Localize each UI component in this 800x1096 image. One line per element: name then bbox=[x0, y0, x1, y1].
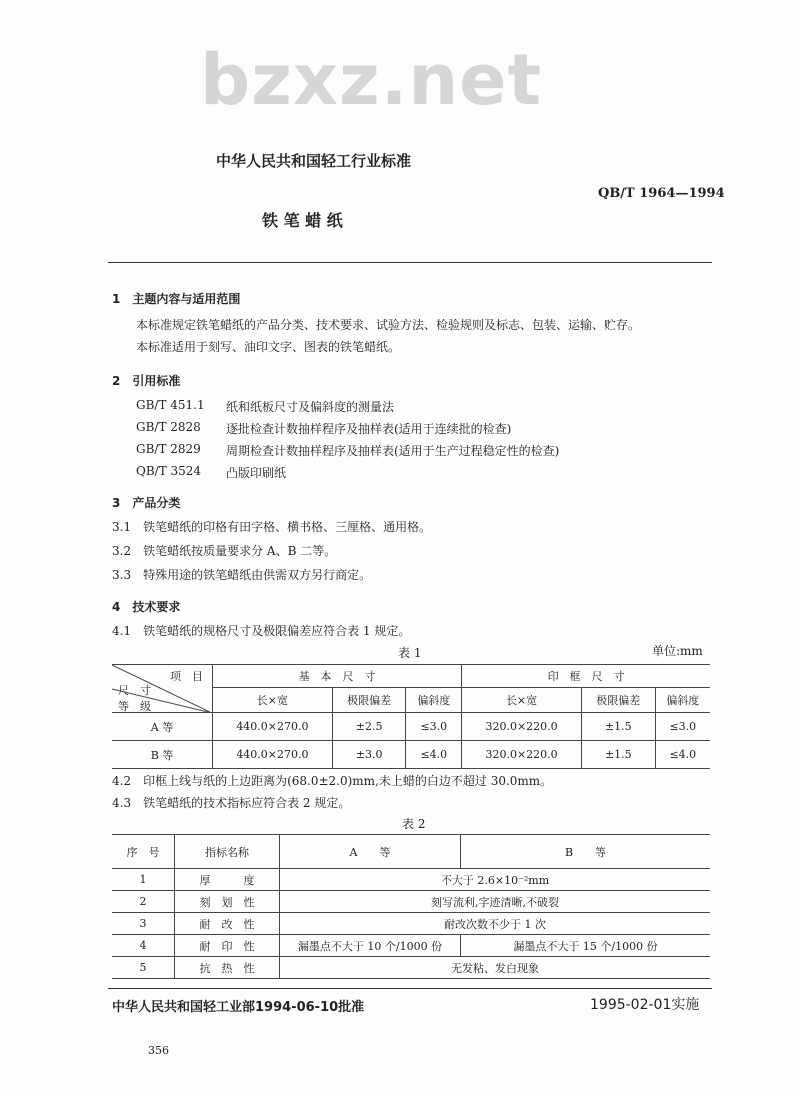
group-basic-size: 基 本 尺 寸 bbox=[213, 665, 462, 688]
reference-code: GB/T 2828 bbox=[136, 420, 201, 434]
header-grade-a: A 等 bbox=[280, 835, 461, 869]
reference-title: 凸版印刷纸 bbox=[226, 466, 287, 480]
indicator-name: 抗 热 性 bbox=[175, 957, 280, 979]
value-cell: ≤4.0 bbox=[406, 741, 462, 769]
value-cell: 320.0×220.0 bbox=[462, 741, 582, 769]
row-no: 5 bbox=[112, 957, 175, 979]
table-row bbox=[112, 869, 710, 891]
section-3-heading: 3 产品分类 bbox=[112, 496, 181, 510]
reference-code: GB/T 451.1 bbox=[136, 398, 205, 412]
page-number: 356 bbox=[148, 1044, 169, 1057]
column-header: 偏斜度 bbox=[655, 688, 710, 713]
indicator-value: 不大于 2.6×10⁻²mm bbox=[280, 869, 711, 891]
column-header: 极限偏差 bbox=[581, 688, 655, 713]
grade-cell: A 等 bbox=[112, 713, 213, 741]
table-2 bbox=[112, 834, 710, 979]
indicator-value: 耐改次数不少于 1 次 bbox=[280, 913, 711, 935]
value-cell: ±3.0 bbox=[332, 741, 406, 769]
grade-b-value: 漏墨点不大于 15 个/1000 份 bbox=[461, 935, 711, 957]
grade-cell: B 等 bbox=[112, 741, 213, 769]
corner-cell bbox=[112, 665, 213, 713]
header-rule bbox=[108, 262, 712, 263]
table2-caption: 表 2 bbox=[402, 817, 426, 831]
reference-code: GB/T 2829 bbox=[136, 442, 201, 456]
section-1-p1: 本标准规定铁笔蜡纸的产品分类、技术要求、试验方法、检验规则及标志、包装、运输、贮存。 bbox=[136, 318, 641, 332]
section-1-heading: 1 主题内容与适用范围 bbox=[112, 292, 241, 306]
indicator-name: 厚 度 bbox=[175, 869, 280, 891]
table1-caption: 表 1 bbox=[398, 646, 422, 660]
approval-date: 中华人民共和国轻工业部1994-06-10批准 bbox=[112, 1000, 365, 1015]
table-row bbox=[112, 957, 710, 979]
section-1-p2: 本标准适用于刻写、油印文字、图表的铁笔蜡纸。 bbox=[136, 340, 401, 354]
table-row bbox=[112, 741, 710, 769]
reference-title: 纸和纸板尺寸及偏斜度的测量法 bbox=[226, 400, 395, 414]
section-2-heading: 2 引用标准 bbox=[112, 374, 181, 388]
table-row bbox=[112, 891, 710, 913]
effective-date: 1995-02-01实施 bbox=[590, 997, 700, 1013]
indicator-name: 耐 改 性 bbox=[175, 913, 280, 935]
value-cell: 320.0×220.0 bbox=[462, 713, 582, 741]
issuing-org: 中华人民共和国轻工行业标准 bbox=[216, 152, 412, 170]
column-header: 极限偏差 bbox=[332, 688, 406, 713]
corner-grade: 等 级 bbox=[118, 700, 151, 713]
item-3-2: 3.2 铁笔蜡纸按质量要求分 A、B 二等。 bbox=[112, 544, 337, 558]
table-row bbox=[112, 713, 710, 741]
table-row bbox=[112, 935, 710, 957]
value-cell: ±2.5 bbox=[332, 713, 406, 741]
value-cell: ±1.5 bbox=[581, 741, 655, 769]
row-no: 1 bbox=[112, 869, 175, 891]
value-cell: ≤3.0 bbox=[655, 713, 710, 741]
header-name: 指标名称 bbox=[175, 835, 280, 869]
grade-a-value: 漏墨点不大于 10 个/1000 份 bbox=[280, 935, 461, 957]
table-row bbox=[112, 913, 710, 935]
table-1 bbox=[112, 664, 710, 769]
column-header: 长×宽 bbox=[462, 688, 582, 713]
column-header: 偏斜度 bbox=[406, 688, 462, 713]
row-no: 2 bbox=[112, 891, 175, 913]
value-cell: 440.0×270.0 bbox=[213, 713, 333, 741]
item-3-1: 3.1 铁笔蜡纸的印格有田字格、横书格、三厘格、通用格。 bbox=[112, 520, 432, 534]
section-4-heading: 4 技术要求 bbox=[112, 600, 181, 614]
corner-size: 尺 寸 bbox=[118, 684, 151, 697]
row-no: 3 bbox=[112, 913, 175, 935]
indicator-value: 刻写流利,字迹清晰,不破裂 bbox=[280, 891, 711, 913]
header-no: 序 号 bbox=[112, 835, 175, 869]
indicator-name: 耐 印 性 bbox=[175, 935, 280, 957]
table1-unit: 单位:mm bbox=[652, 644, 703, 658]
document-title: 铁 笔 蜡 纸 bbox=[262, 211, 343, 230]
column-header: 长×宽 bbox=[213, 688, 333, 713]
value-cell: ±1.5 bbox=[581, 713, 655, 741]
value-cell: 440.0×270.0 bbox=[213, 741, 333, 769]
item-4-2: 4.2 印框上线与纸的上边距离为(68.0±2.0)mm,未上蜡的白边不超过 30.0mm。 bbox=[112, 774, 553, 788]
group-frame-size: 印 框 尺 寸 bbox=[462, 665, 710, 688]
standard-code: QB/T 1964—1994 bbox=[598, 186, 725, 201]
value-cell: ≤4.0 bbox=[655, 741, 710, 769]
item-3-3: 3.3 特殊用途的铁笔蜡纸由供需双方另行商定。 bbox=[112, 568, 372, 582]
value-cell: ≤3.0 bbox=[406, 713, 462, 741]
watermark: bzxz.net bbox=[200, 39, 543, 121]
indicator-value: 无发粘、发白现象 bbox=[280, 957, 711, 979]
row-no: 4 bbox=[112, 935, 175, 957]
reference-title: 逐批检查计数抽样程序及抽样表(适用于连续批的检查) bbox=[226, 422, 512, 436]
item-4-1: 4.1 铁笔蜡纸的规格尺寸及极限偏差应符合表 1 规定。 bbox=[112, 624, 411, 638]
corner-item: 项 目 bbox=[170, 670, 203, 683]
reference-code: QB/T 3524 bbox=[136, 464, 202, 478]
reference-title: 周期检查计数抽样程序及抽样表(适用于生产过程稳定性的检查) bbox=[226, 444, 560, 458]
indicator-name: 刻 划 性 bbox=[175, 891, 280, 913]
header-grade-b: B 等 bbox=[461, 835, 711, 869]
item-4-3: 4.3 铁笔蜡纸的技术指标应符合表 2 规定。 bbox=[112, 796, 351, 810]
footer-rule bbox=[108, 988, 712, 989]
